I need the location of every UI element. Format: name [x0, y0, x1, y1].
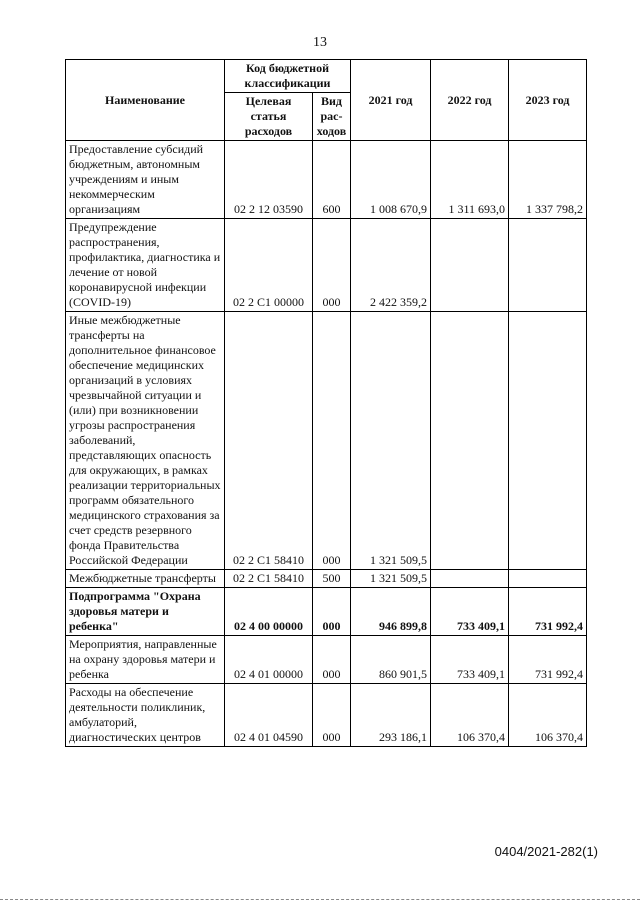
- table-row: [66, 636, 587, 684]
- row-value-2021: 293 186,1: [351, 684, 431, 747]
- row-name: Иные межбюджетные трансферты на дополнительное финансовое обеспечение медицинских организаций в условиях чрезвычайной ситуации и (или) при возникновении угрозы распространения заболеваний, представляющих опасность для окружающих, в рамках реализации территориальных программ обязательного медицинского страхования за счет средств резервного фонда Правительства Российской Федерации: [66, 312, 225, 570]
- row-value-2023: [509, 312, 587, 570]
- table-row: [66, 588, 587, 636]
- row-expense-kind: 000: [313, 636, 351, 684]
- row-value-2022: [431, 570, 509, 588]
- header-2022: 2022 год: [431, 60, 509, 141]
- header-expense-kind: Вид рас-ходов: [313, 93, 351, 141]
- row-target-article: 02 2 C1 00000: [225, 219, 313, 312]
- budget-table: [65, 59, 587, 747]
- row-name: Расходы на обеспечение деятельности поликлиник, амбулаторий, диагностических центров: [66, 684, 225, 747]
- row-value-2023: 731 992,4: [509, 636, 587, 684]
- table-row: [66, 141, 587, 219]
- row-value-2022: [431, 219, 509, 312]
- row-name: Предоставление субсидий бюджетным, автономным учреждениям и иным некоммерческим организациям: [66, 141, 225, 219]
- row-value-2023: [509, 570, 587, 588]
- table-row: [66, 219, 587, 312]
- header-2023: 2023 год: [509, 60, 587, 141]
- document-number: 0404/2021-282(1): [494, 844, 598, 859]
- table-row: [66, 570, 587, 588]
- row-value-2022: 1 311 693,0: [431, 141, 509, 219]
- page-number: 13: [313, 35, 327, 50]
- row-expense-kind: 000: [313, 219, 351, 312]
- row-target-article: 02 4 01 00000: [225, 636, 313, 684]
- row-target-article: 02 2 C1 58410: [225, 570, 313, 588]
- row-expense-kind: 000: [313, 588, 351, 636]
- row-value-2022: [431, 312, 509, 570]
- row-value-2022: 106 370,4: [431, 684, 509, 747]
- header-name: Наименование: [66, 60, 225, 141]
- row-value-2021: 1 321 509,5: [351, 570, 431, 588]
- row-target-article: 02 4 00 00000: [225, 588, 313, 636]
- row-value-2023: 106 370,4: [509, 684, 587, 747]
- header-2021: 2021 год: [351, 60, 431, 141]
- row-value-2022: 733 409,1: [431, 636, 509, 684]
- row-value-2023: 731 992,4: [509, 588, 587, 636]
- row-value-2021: 860 901,5: [351, 636, 431, 684]
- row-value-2022: 733 409,1: [431, 588, 509, 636]
- bottom-divider: [0, 899, 640, 900]
- header-target-article: Целевая статья расходов: [225, 93, 313, 141]
- row-expense-kind: 600: [313, 141, 351, 219]
- row-target-article: 02 2 C1 58410: [225, 312, 313, 570]
- row-value-2023: [509, 219, 587, 312]
- row-value-2021: 2 422 359,2: [351, 219, 431, 312]
- row-value-2023: 1 337 798,2: [509, 141, 587, 219]
- row-name: Межбюджетные трансферты: [66, 570, 225, 588]
- table-row: [66, 684, 587, 747]
- row-expense-kind: 000: [313, 684, 351, 747]
- table-row: [66, 312, 587, 570]
- row-target-article: 02 4 01 04590: [225, 684, 313, 747]
- row-value-2021: 1 321 509,5: [351, 312, 431, 570]
- row-expense-kind: 500: [313, 570, 351, 588]
- row-target-article: 02 2 12 03590: [225, 141, 313, 219]
- row-name: Подпрограмма "Охрана здоровья матери и ребенка": [66, 588, 225, 636]
- row-value-2021: 946 899,8: [351, 588, 431, 636]
- row-expense-kind: 000: [313, 312, 351, 570]
- row-value-2021: 1 008 670,9: [351, 141, 431, 219]
- row-name: Мероприятия, направленные на охрану здоровья матери и ребенка: [66, 636, 225, 684]
- row-name: Предупреждение распространения, профилактика, диагностика и лечение от новой коронавирусной инфекции (COVID-19): [66, 219, 225, 312]
- header-code-group: Код бюджетной классификации: [225, 60, 351, 93]
